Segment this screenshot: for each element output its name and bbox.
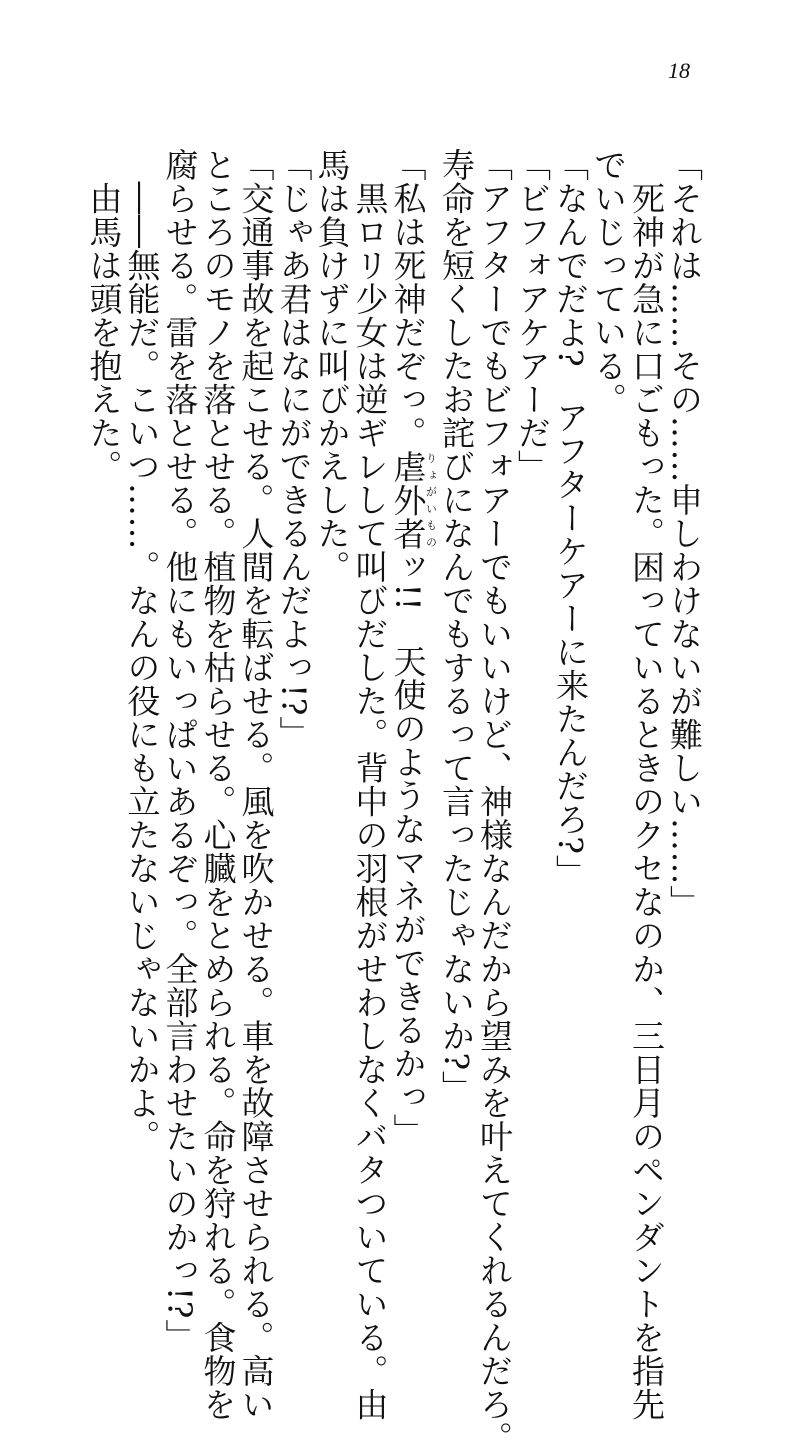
text-line: 「じゃあ君はなにができるんだよっ!?」 [274, 148, 314, 750]
text-line-with-ruby [389, 148, 438, 1148]
text-line: 「ビフォアケアーだ」 [513, 148, 552, 483]
text-line: 黒ロリ少女は逆ギレして叫びだした。背中の羽根がせわしなくバタついている。由 [350, 148, 390, 1421]
text-line: 「アフターでもビフォアーでもいいけど、神様なんだから望みを叶えてくれるんだろ。 [475, 148, 514, 1455]
ruby-word [388, 449, 438, 551]
text-line: 死神が急に口ごもった。困っているときのクセなのか、三日月のペンダントを指先 [627, 148, 666, 1421]
text-line: 寿命を短くしたお詫びになんでもするって言ったじゃないか?」 [437, 148, 476, 1105]
text-line: でいじっている。 [589, 148, 628, 416]
text-line: ――無能だ。こいつ……。なんの役にも立たないじゃないかよ。 [122, 148, 162, 1153]
text-line: 馬は負けずに叫びかえした。 [312, 148, 352, 584]
text-line: 「なんでだよ? アフターケアーに来たんだろ?」 [551, 148, 590, 888]
ruby-base: 虐外者 [388, 449, 428, 550]
vertical-text-block [84, 148, 704, 1455]
ruby-reading: りょがいもの [424, 449, 438, 550]
text-line: 「交通事故を起こせる。人間を転ばせる。風を吹かせる。車を故障させられる。高い [236, 148, 276, 1421]
text-line: 腐らせる。雷を落とせる。他にもいっぱいあるぞっ。全部言わせたいのかっ!?」 [160, 148, 200, 1353]
text-line: 由馬は頭を抱えた。 [84, 148, 124, 483]
text-line: 「それは……その……申しわけないが難しい……」 [665, 148, 704, 919]
text-line: ところのモノを落とせる。植物を枯らせる。心臓をとめられる。命を狩れる。食物を [198, 148, 238, 1421]
text-segment: ッ!! 天使のようなマネができるかっ」 [388, 550, 428, 1148]
text-segment: 「私は死神だぞっ。 [388, 148, 428, 450]
page-number: 18 [668, 58, 690, 83]
